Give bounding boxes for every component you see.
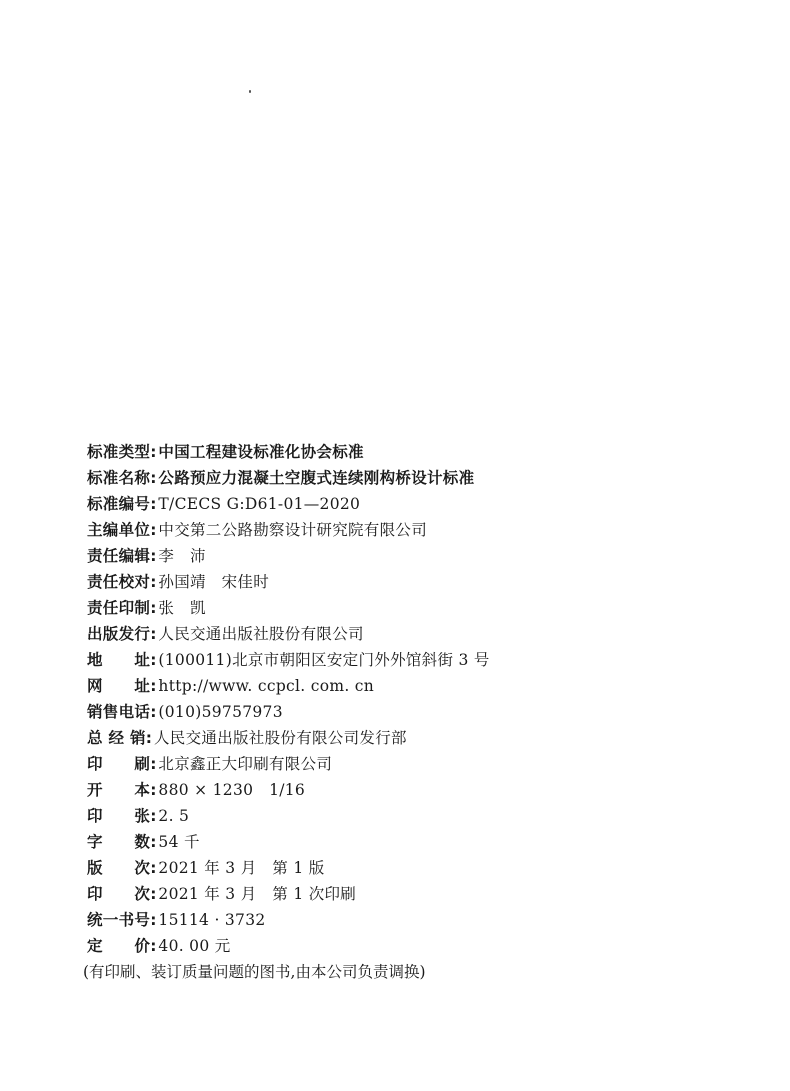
- colophon-label: 标准编号: [87, 495, 151, 513]
- colophon-value: 北京鑫正大印刷有限公司: [158, 755, 333, 773]
- colophon-separator: :: [150, 599, 157, 617]
- colophon-row: [87, 673, 727, 699]
- colophon-row: [87, 933, 727, 959]
- colophon-separator: :: [150, 781, 157, 799]
- colophon-label: 地 址: [87, 651, 151, 669]
- colophon-value: 人民交通出版社股份有限公司: [158, 625, 364, 643]
- colophon-label: 销售电话: [87, 703, 151, 721]
- colophon-row: [87, 595, 727, 621]
- colophon-label: 网 址: [87, 677, 151, 695]
- colophon-value: 2. 5: [158, 807, 190, 825]
- colophon-label: 标准类型: [87, 443, 151, 461]
- colophon-separator: :: [150, 625, 157, 643]
- colophon-separator: :: [150, 885, 157, 903]
- colophon-label: 印 张: [87, 807, 151, 825]
- colophon-separator: :: [150, 937, 157, 955]
- colophon-label: 出版发行: [87, 625, 151, 643]
- quality-notice: (有印刷、装订质量问题的图书,由本公司负责调换): [83, 963, 426, 981]
- colophon-separator: :: [150, 521, 157, 539]
- colophon-value: 54 千: [158, 833, 200, 851]
- colophon-row: [87, 725, 727, 751]
- colophon-value: 人民交通出版社股份有限公司发行部: [154, 729, 407, 747]
- colophon-value: 15114 · 3732: [158, 911, 266, 929]
- colophon-row: [87, 543, 727, 569]
- colophon-label: 主编单位: [87, 521, 151, 539]
- colophon-row: [87, 777, 727, 803]
- colophon-value: 880 × 1230 1/16: [158, 781, 306, 799]
- colophon-separator: :: [150, 495, 157, 513]
- colophon-label: 总 经 销: [87, 729, 146, 747]
- colophon-label: 责任印制: [87, 599, 151, 617]
- colophon-block: [83, 439, 727, 985]
- colophon-separator: :: [150, 911, 157, 929]
- colophon-separator: :: [150, 651, 157, 669]
- colophon-value: T/CECS G:D61-01—2020: [158, 495, 361, 513]
- colophon-label: 责任编辑: [87, 547, 151, 565]
- colophon-separator: :: [150, 755, 157, 773]
- colophon-row: [87, 491, 727, 517]
- colophon-row: [87, 907, 727, 933]
- colophon-row: [87, 751, 727, 777]
- colophon-value: 李 沛: [158, 547, 206, 565]
- colophon-label: 统一书号: [87, 911, 151, 929]
- colophon-value: 40. 00 元: [158, 937, 231, 955]
- colophon-separator: :: [150, 703, 157, 721]
- colophon-separator: :: [150, 807, 157, 825]
- colophon-row: [87, 647, 727, 673]
- colophon-row: [87, 803, 727, 829]
- colophon-label: 开 本: [87, 781, 151, 799]
- colophon-value: 孙国靖 宋佳时: [158, 573, 270, 591]
- colophon-separator: :: [150, 859, 157, 877]
- colophon-value: 中交第二公路勘察设计研究院有限公司: [158, 521, 428, 539]
- colophon-row: [87, 829, 727, 855]
- colophon-value: 公路预应力混凝土空腹式连续刚构桥设计标准: [158, 469, 475, 487]
- colophon-separator: :: [150, 833, 157, 851]
- colophon-value: http://www. ccpcl. com. cn: [158, 677, 375, 695]
- colophon-separator: :: [150, 443, 157, 461]
- colophon-row: [87, 569, 727, 595]
- colophon-value: (100011)北京市朝阳区安定门外外馆斜街 3 号: [158, 651, 490, 669]
- colophon-value: 张 凯: [158, 599, 206, 617]
- colophon-separator: :: [145, 729, 152, 747]
- colophon-label: 定 价: [87, 937, 151, 955]
- scan-speck: [249, 90, 251, 93]
- colophon-value: 中国工程建设标准化协会标准: [158, 443, 364, 461]
- colophon-value: 2021 年 3 月 第 1 版: [158, 859, 325, 877]
- colophon-separator: :: [150, 469, 157, 487]
- colophon-row: [87, 517, 727, 543]
- colophon-label: 字 数: [87, 833, 151, 851]
- colophon-value: (010)59757973: [158, 703, 283, 721]
- colophon-value: 2021 年 3 月 第 1 次印刷: [158, 885, 357, 903]
- colophon-label: 责任校对: [87, 573, 151, 591]
- colophon-row: [87, 881, 727, 907]
- colophon-separator: :: [150, 547, 157, 565]
- colophon-separator: :: [150, 677, 157, 695]
- colophon-label: 标准名称: [87, 469, 151, 487]
- colophon-row: [87, 439, 727, 465]
- colophon-row: [87, 855, 727, 881]
- colophon-row: [87, 621, 727, 647]
- colophon-label: 版 次: [87, 859, 151, 877]
- colophon-label: 印 次: [87, 885, 151, 903]
- colophon-row: [87, 465, 727, 491]
- colophon-separator: :: [150, 573, 157, 591]
- colophon-label: 印 刷: [87, 755, 151, 773]
- colophon-row: [87, 699, 727, 725]
